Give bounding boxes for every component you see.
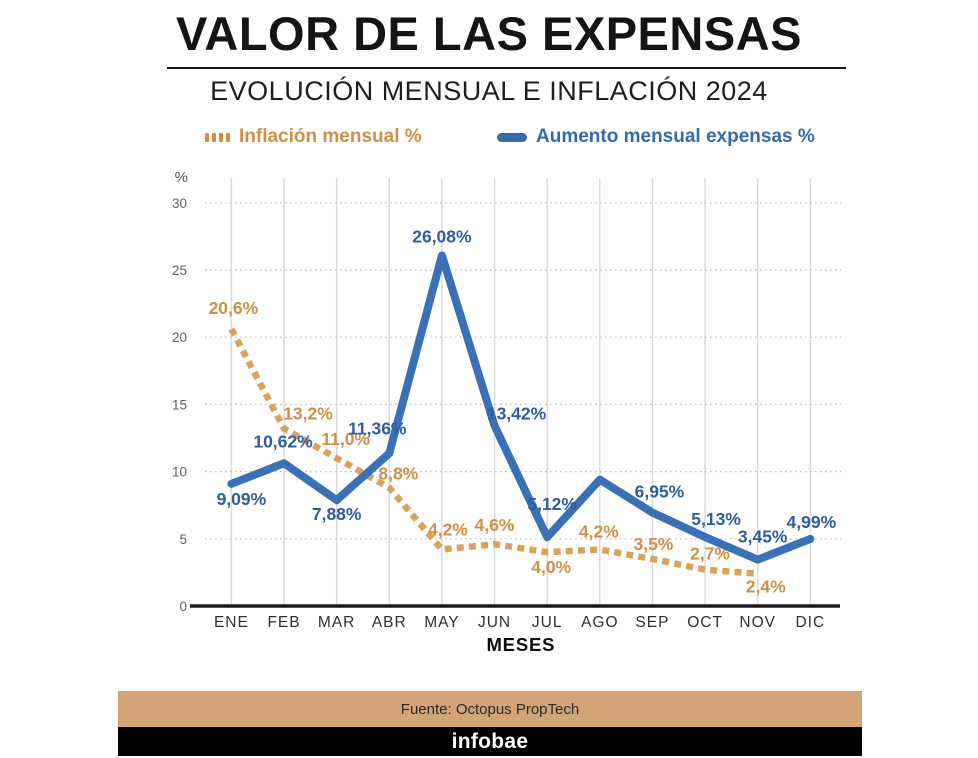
month-label: ABR bbox=[371, 614, 407, 631]
point-label: 2,7% bbox=[690, 543, 731, 564]
page-subtitle: EVOLUCIÓN MENSUAL E INFLACIÓN 2024 bbox=[210, 76, 768, 106]
series-line-expensas bbox=[231, 255, 810, 559]
point-label: 11,36% bbox=[348, 418, 407, 439]
month-label: MAY bbox=[424, 614, 460, 631]
legend-label-inflacion: Inflación mensual % bbox=[239, 126, 422, 147]
point-label: 20,6% bbox=[208, 298, 259, 319]
point-label: 5,13% bbox=[691, 509, 741, 530]
legend-item-inflacion bbox=[205, 126, 422, 148]
month-label: FEB bbox=[267, 614, 301, 631]
solid-line-icon bbox=[497, 133, 527, 142]
point-label: 13,42% bbox=[486, 403, 547, 424]
point-label: 8,8% bbox=[378, 463, 419, 484]
point-label: 11,0% bbox=[321, 429, 370, 450]
y-axis-unit-label: % bbox=[174, 168, 188, 186]
month-label: JUN bbox=[477, 614, 512, 631]
month-label: AGO bbox=[581, 614, 619, 631]
point-label: 7,88% bbox=[311, 504, 362, 525]
y-tick-label: 25 bbox=[171, 263, 187, 278]
point-label: 4,2% bbox=[578, 521, 619, 542]
month-label: SEP bbox=[635, 614, 670, 631]
point-label: 4,0% bbox=[531, 557, 572, 578]
month-label: JUL bbox=[531, 614, 563, 631]
title-divider bbox=[167, 67, 846, 69]
brand-logo: infobae bbox=[451, 729, 529, 753]
legend-item-expensas bbox=[497, 126, 815, 148]
source-text: Fuente: Octopus PropTech bbox=[400, 700, 580, 718]
point-label: 3,5% bbox=[633, 533, 674, 554]
page-title: VALOR DE LAS EXPENSAS bbox=[176, 7, 802, 60]
y-tick-label: 0 bbox=[179, 599, 187, 614]
point-label: 6,95% bbox=[634, 481, 685, 502]
y-tick-label: 30 bbox=[171, 195, 187, 211]
point-label: 4,2% bbox=[427, 519, 468, 540]
y-tick-label: 15 bbox=[171, 397, 187, 413]
month-label: DIC bbox=[795, 614, 826, 631]
legend-label-expensas: Aumento mensual expensas % bbox=[536, 126, 815, 147]
point-label: 26,08% bbox=[412, 226, 472, 247]
source-bar bbox=[118, 691, 862, 727]
y-tick-label: 20 bbox=[171, 330, 187, 346]
y-tick-label: 10 bbox=[171, 464, 187, 480]
point-label: 3,45% bbox=[737, 526, 788, 547]
point-label: 4,99% bbox=[786, 511, 837, 532]
point-label: 4,6% bbox=[474, 515, 515, 536]
point-label: 2,4% bbox=[745, 576, 786, 597]
dashed-line-icon bbox=[205, 133, 230, 142]
point-label: 5,12% bbox=[527, 494, 577, 515]
point-label: 13,2% bbox=[283, 403, 333, 424]
point-label: 9,09% bbox=[216, 488, 267, 509]
point-label: 10,62% bbox=[253, 431, 313, 452]
month-label: NOV bbox=[739, 614, 776, 631]
month-label: OCT bbox=[687, 614, 723, 631]
series-line-inflacion bbox=[231, 329, 757, 574]
brand-bar bbox=[118, 727, 862, 756]
x-axis-title: MESES bbox=[486, 634, 556, 655]
month-label: ENE bbox=[213, 614, 249, 631]
y-tick-label: 5 bbox=[179, 531, 187, 547]
month-label: MAR bbox=[317, 614, 356, 631]
